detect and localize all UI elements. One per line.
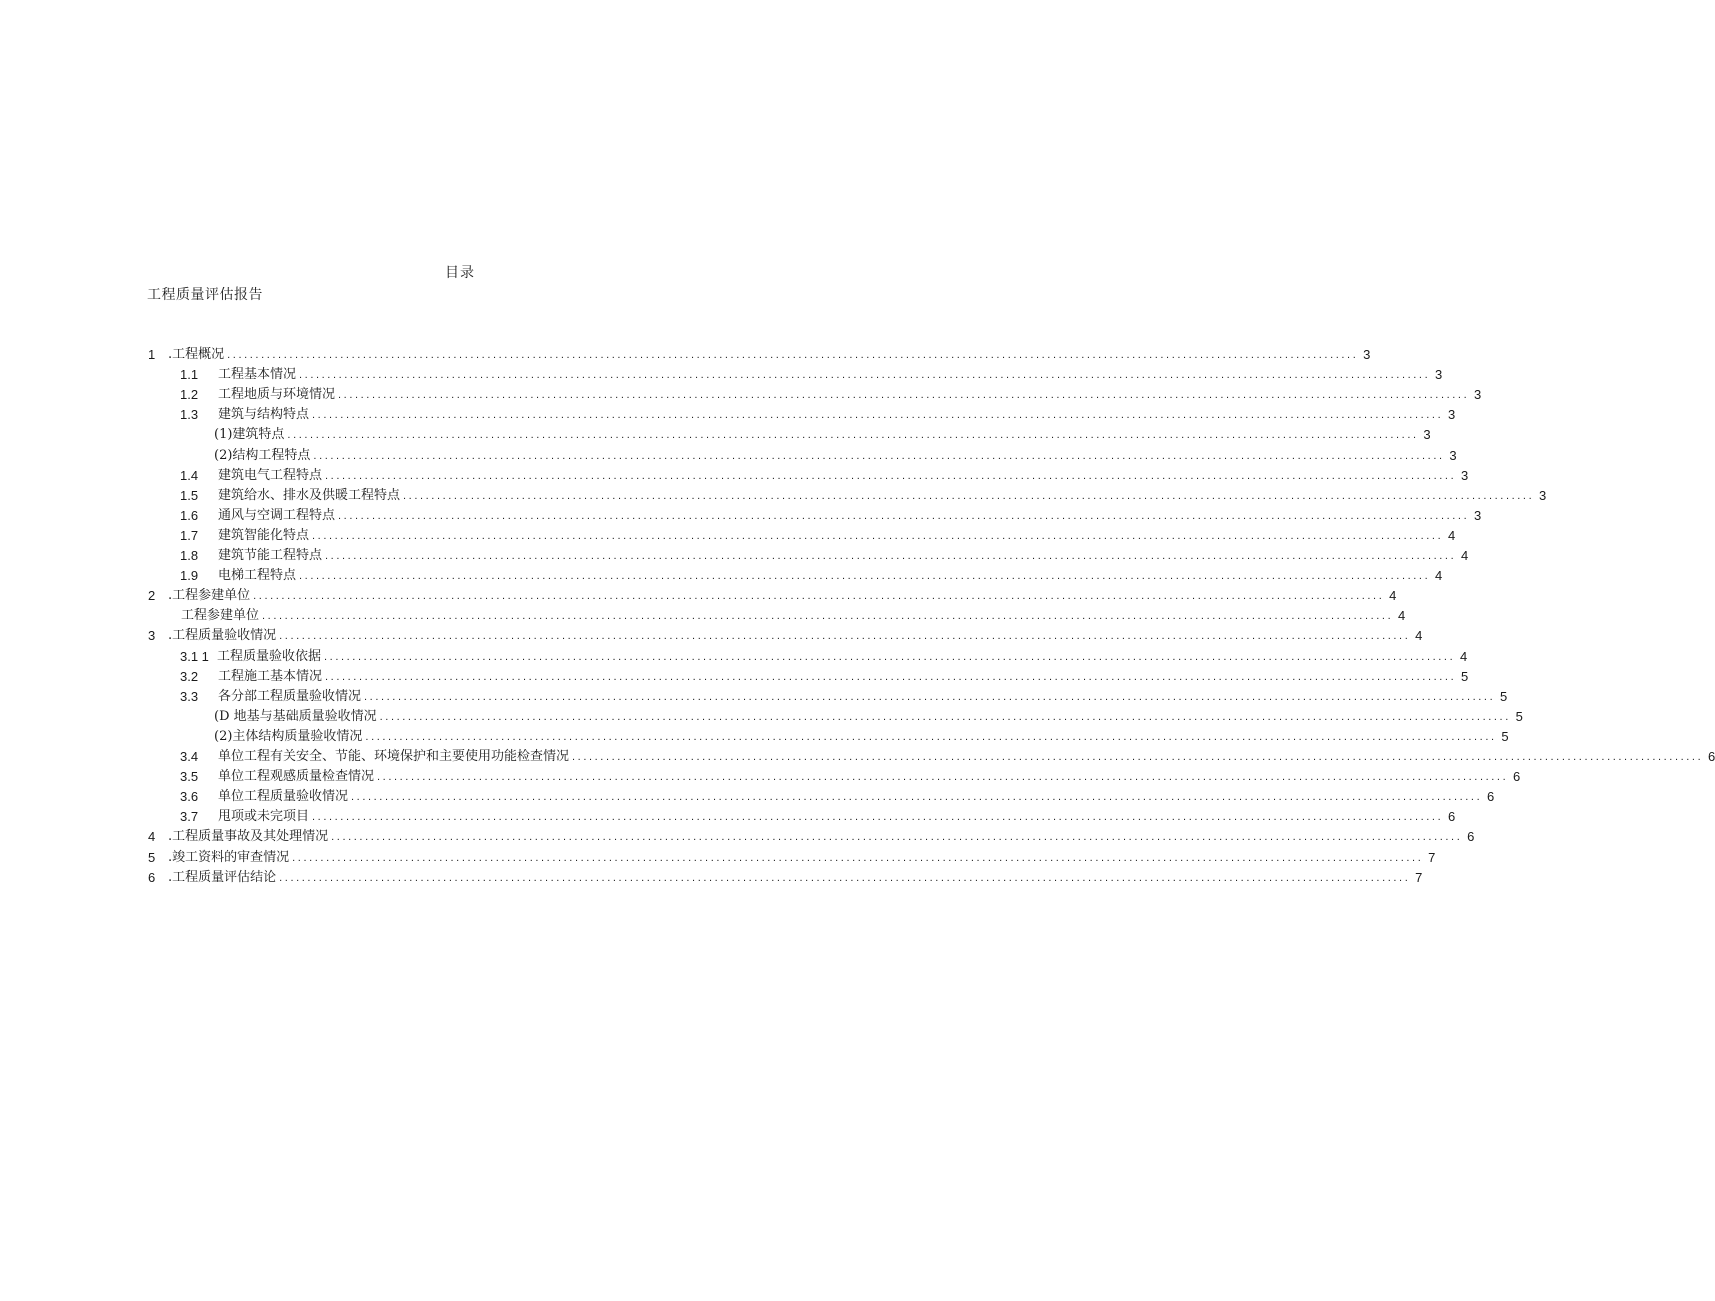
toc-entry-title: 单位工程质量验收情况	[218, 789, 349, 805]
toc-entry-title: 通风与空调工程特点	[218, 507, 336, 523]
toc-entry[interactable]	[180, 382, 1482, 403]
toc-entry-title: (2)主体结构质量验收情况	[214, 728, 363, 744]
toc-entry-page-number: 4	[1435, 568, 1443, 584]
toc-entry-title: 建筑节能工程特点	[218, 548, 323, 563]
toc-entry-page-number: 5	[1461, 668, 1469, 684]
toc-entry-title: 工程地质与环境情况	[218, 387, 336, 403]
toc-entry-title: 各分部工程质量验收情况	[218, 688, 362, 704]
toc-entry-page-number: 5	[1500, 688, 1508, 704]
toc-entry[interactable]	[214, 724, 1509, 744]
toc-entry-number: 3	[148, 628, 156, 644]
toc-entry-number: 2	[148, 588, 156, 604]
dot-leader: ........................................................................................................................................................................................................	[379, 710, 1511, 723]
toc-entry[interactable]	[180, 483, 1547, 503]
toc-entry-title: 单位工程有关安全、节能、环境保护和主要使用功能检查情况	[218, 749, 570, 764]
toc-entry-page-number: 6	[1448, 809, 1456, 825]
toc-entry[interactable]	[180, 563, 1443, 584]
toc-entry[interactable]	[180, 784, 1495, 805]
toc-entry-number: 3.1 1	[180, 648, 209, 664]
toc-entry-page-number: 4	[1461, 548, 1469, 563]
dot-leader: ........................................................................................................................................................................................................	[279, 871, 1411, 884]
dot-leader: ........................................................................................................................................................................................................	[377, 771, 1509, 784]
dot-leader: ........................................................................................................................................................................................................	[279, 630, 1411, 643]
dot-leader: ........................................................................................................................................................................................................	[331, 831, 1463, 844]
toc-entry-page-number: 5	[1501, 728, 1509, 744]
toc-entry-title: .工程质量评估结论	[168, 869, 277, 885]
toc-entry[interactable]	[180, 684, 1508, 704]
dot-leader: ........................................................................................................................................................................................................	[312, 409, 1444, 422]
toc-entry-page-number: 4	[1398, 608, 1406, 624]
dot-leader: ........................................................................................................................................................................................................	[403, 489, 1535, 502]
toc-entry-title: 建筑给水、排水及供暖工程特点	[218, 487, 401, 503]
toc-entry-number: 1	[148, 347, 156, 362]
toc-entry-title: .竣工资料的审查情况	[168, 849, 290, 865]
dot-leader: ........................................................................................................................................................................................................	[227, 349, 1359, 361]
toc-entry-page-number: 6	[1708, 749, 1715, 764]
dot-leader: ........................................................................................................................................................................................................	[324, 650, 1456, 663]
toc-entry[interactable]	[180, 543, 1469, 563]
toc-entry-page-number: 4	[1460, 648, 1468, 664]
toc-entry-number: 3.5	[180, 769, 199, 785]
toc-entry-page-number: 5	[1515, 708, 1523, 724]
dot-leader: ........................................................................................................................................................................................................	[338, 509, 1470, 522]
toc-entry-page-number: 6	[1487, 789, 1495, 805]
dot-leader: ........................................................................................................................................................................................................	[351, 791, 1483, 804]
toc-entry-page-number: 3	[1461, 467, 1469, 483]
toc-entry-page-number: 3	[1448, 407, 1456, 423]
toc-entry-title: 电梯工程特点	[218, 568, 297, 584]
dot-leader: ........................................................................................................................................................................................................	[292, 851, 1424, 864]
toc-entry-title: 工程施工基本情况	[218, 668, 323, 684]
toc-entry-number: 1.3	[180, 407, 199, 423]
dot-leader: ........................................................................................................................................................................................................	[325, 550, 1457, 562]
toc-entry[interactable]	[148, 824, 1475, 845]
dot-leader: ........................................................................................................................................................................................................	[312, 529, 1444, 542]
dot-leader: ........................................................................................................................................................................................................	[299, 369, 1431, 382]
dot-leader: ........................................................................................................................................................................................................	[572, 751, 1704, 763]
toc-entry[interactable]	[180, 804, 1456, 825]
dot-leader: ........................................................................................................................................................................................................	[325, 670, 1457, 683]
dot-leader: ........................................................................................................................................................................................................	[299, 570, 1431, 583]
toc-entry-page-number: 4	[1415, 628, 1423, 644]
toc-entry-title: 建筑电气工程特点	[218, 467, 323, 483]
toc-entry-page-number: 7	[1428, 849, 1436, 865]
toc-entry-page-number: 6	[1467, 829, 1475, 845]
dot-leader: ........................................................................................................................................................................................................	[312, 811, 1444, 824]
toc-entry-title: 工程质量验收依据	[217, 648, 322, 664]
toc-entry[interactable]	[180, 362, 1443, 383]
dot-leader: ........................................................................................................................................................................................................	[364, 690, 1496, 703]
toc-entry[interactable]	[180, 402, 1456, 423]
toc-entry-title: 单位工程观感质量检查情况	[218, 769, 375, 785]
dot-leader: ........................................................................................................................................................................................................	[262, 610, 1394, 623]
toc-entry-number: 1.7	[180, 527, 199, 543]
toc-entry-page-number: 3	[1423, 427, 1431, 443]
toc-entry[interactable]	[148, 342, 1371, 362]
toc-entry-page-number: 3	[1363, 347, 1371, 362]
toc-entry-page-number: 6	[1513, 769, 1521, 785]
report-title: 工程质量评估报告	[147, 287, 263, 303]
toc-entry-title: 工程参建单位	[181, 608, 260, 624]
toc-entry[interactable]	[180, 463, 1469, 483]
toc-entry-number: 5	[148, 849, 156, 865]
toc-entry[interactable]	[214, 704, 1523, 724]
toc-entry-page-number: 4	[1448, 527, 1456, 543]
toc-entry-title: .工程质量验收情况	[168, 628, 277, 644]
toc-entry-number: 3.4	[180, 749, 199, 764]
toc-entry-number: 3.6	[180, 789, 199, 805]
dot-leader: ........................................................................................................................................................................................................	[253, 590, 1385, 603]
toc-entry[interactable]	[180, 744, 1715, 764]
toc-entry[interactable]	[180, 503, 1482, 523]
toc-entry-page-number: 3	[1474, 507, 1482, 523]
toc-entry-number: 4	[148, 829, 156, 845]
toc-entry-page-number: 4	[1389, 588, 1397, 604]
toc-entry-number: 1.4	[180, 467, 199, 483]
toc-entry-title: 建筑智能化特点	[218, 527, 310, 543]
toc-entry[interactable]	[181, 603, 1406, 624]
toc-entry-number: 1.2	[180, 387, 199, 403]
toc-entry-number: 3.2	[180, 668, 199, 684]
toc-heading: 目录	[445, 265, 475, 281]
dot-leader: ........................................................................................................................................................................................................	[313, 449, 1445, 462]
toc-entry-number: 1.9	[180, 568, 199, 584]
toc-entry[interactable]	[148, 865, 1423, 885]
toc-entry-page-number: 7	[1415, 869, 1423, 885]
dot-leader: ........................................................................................................................................................................................................	[287, 429, 1419, 442]
dot-leader: ........................................................................................................................................................................................................	[325, 469, 1457, 482]
toc-entry[interactable]	[148, 845, 1436, 865]
toc-entry-title: 建筑与结构特点	[218, 407, 310, 423]
toc-entry-title: (2)结构工程特点	[214, 447, 311, 463]
toc-entry-number: 1.6	[180, 507, 199, 523]
toc-entry-page-number: 3	[1474, 387, 1482, 403]
toc-entry-number: 1.8	[180, 548, 199, 563]
toc-entry-page-number: 3	[1449, 447, 1457, 463]
toc-entry-page-number: 3	[1435, 367, 1443, 383]
toc-entry-number: 6	[148, 869, 156, 885]
toc-entry-title: (D 地基与基础质量验收情况	[214, 708, 377, 724]
toc-entry[interactable]	[180, 664, 1469, 684]
toc-entry-title: 甩项或未完项目	[218, 809, 310, 825]
toc-entry-title: .工程参建单位	[168, 588, 251, 604]
toc-entry-number: 1.1	[180, 367, 199, 383]
toc-entry[interactable]	[214, 443, 1457, 463]
toc-entry[interactable]	[180, 644, 1468, 664]
toc-entry[interactable]	[214, 422, 1431, 443]
toc-entry-title: .工程质量事故及其处理情况	[168, 829, 329, 845]
toc-entry[interactable]	[148, 623, 1423, 644]
toc-entry[interactable]	[180, 523, 1456, 543]
toc-entry-title: 工程基本情况	[218, 367, 297, 383]
toc-entry[interactable]	[180, 764, 1521, 785]
toc-entry-page-number: 3	[1539, 487, 1547, 503]
dot-leader: ........................................................................................................................................................................................................	[338, 389, 1470, 402]
dot-leader: ........................................................................................................................................................................................................	[365, 730, 1497, 743]
toc-entry-number: 3.3	[180, 688, 199, 704]
toc-entry[interactable]	[148, 583, 1397, 604]
toc-entry-number: 1.5	[180, 487, 199, 503]
toc-entry-number: 3.7	[180, 809, 199, 825]
toc-entry-title: (1)建筑特点	[214, 427, 285, 443]
toc-entry-title: .工程概况	[168, 347, 225, 362]
